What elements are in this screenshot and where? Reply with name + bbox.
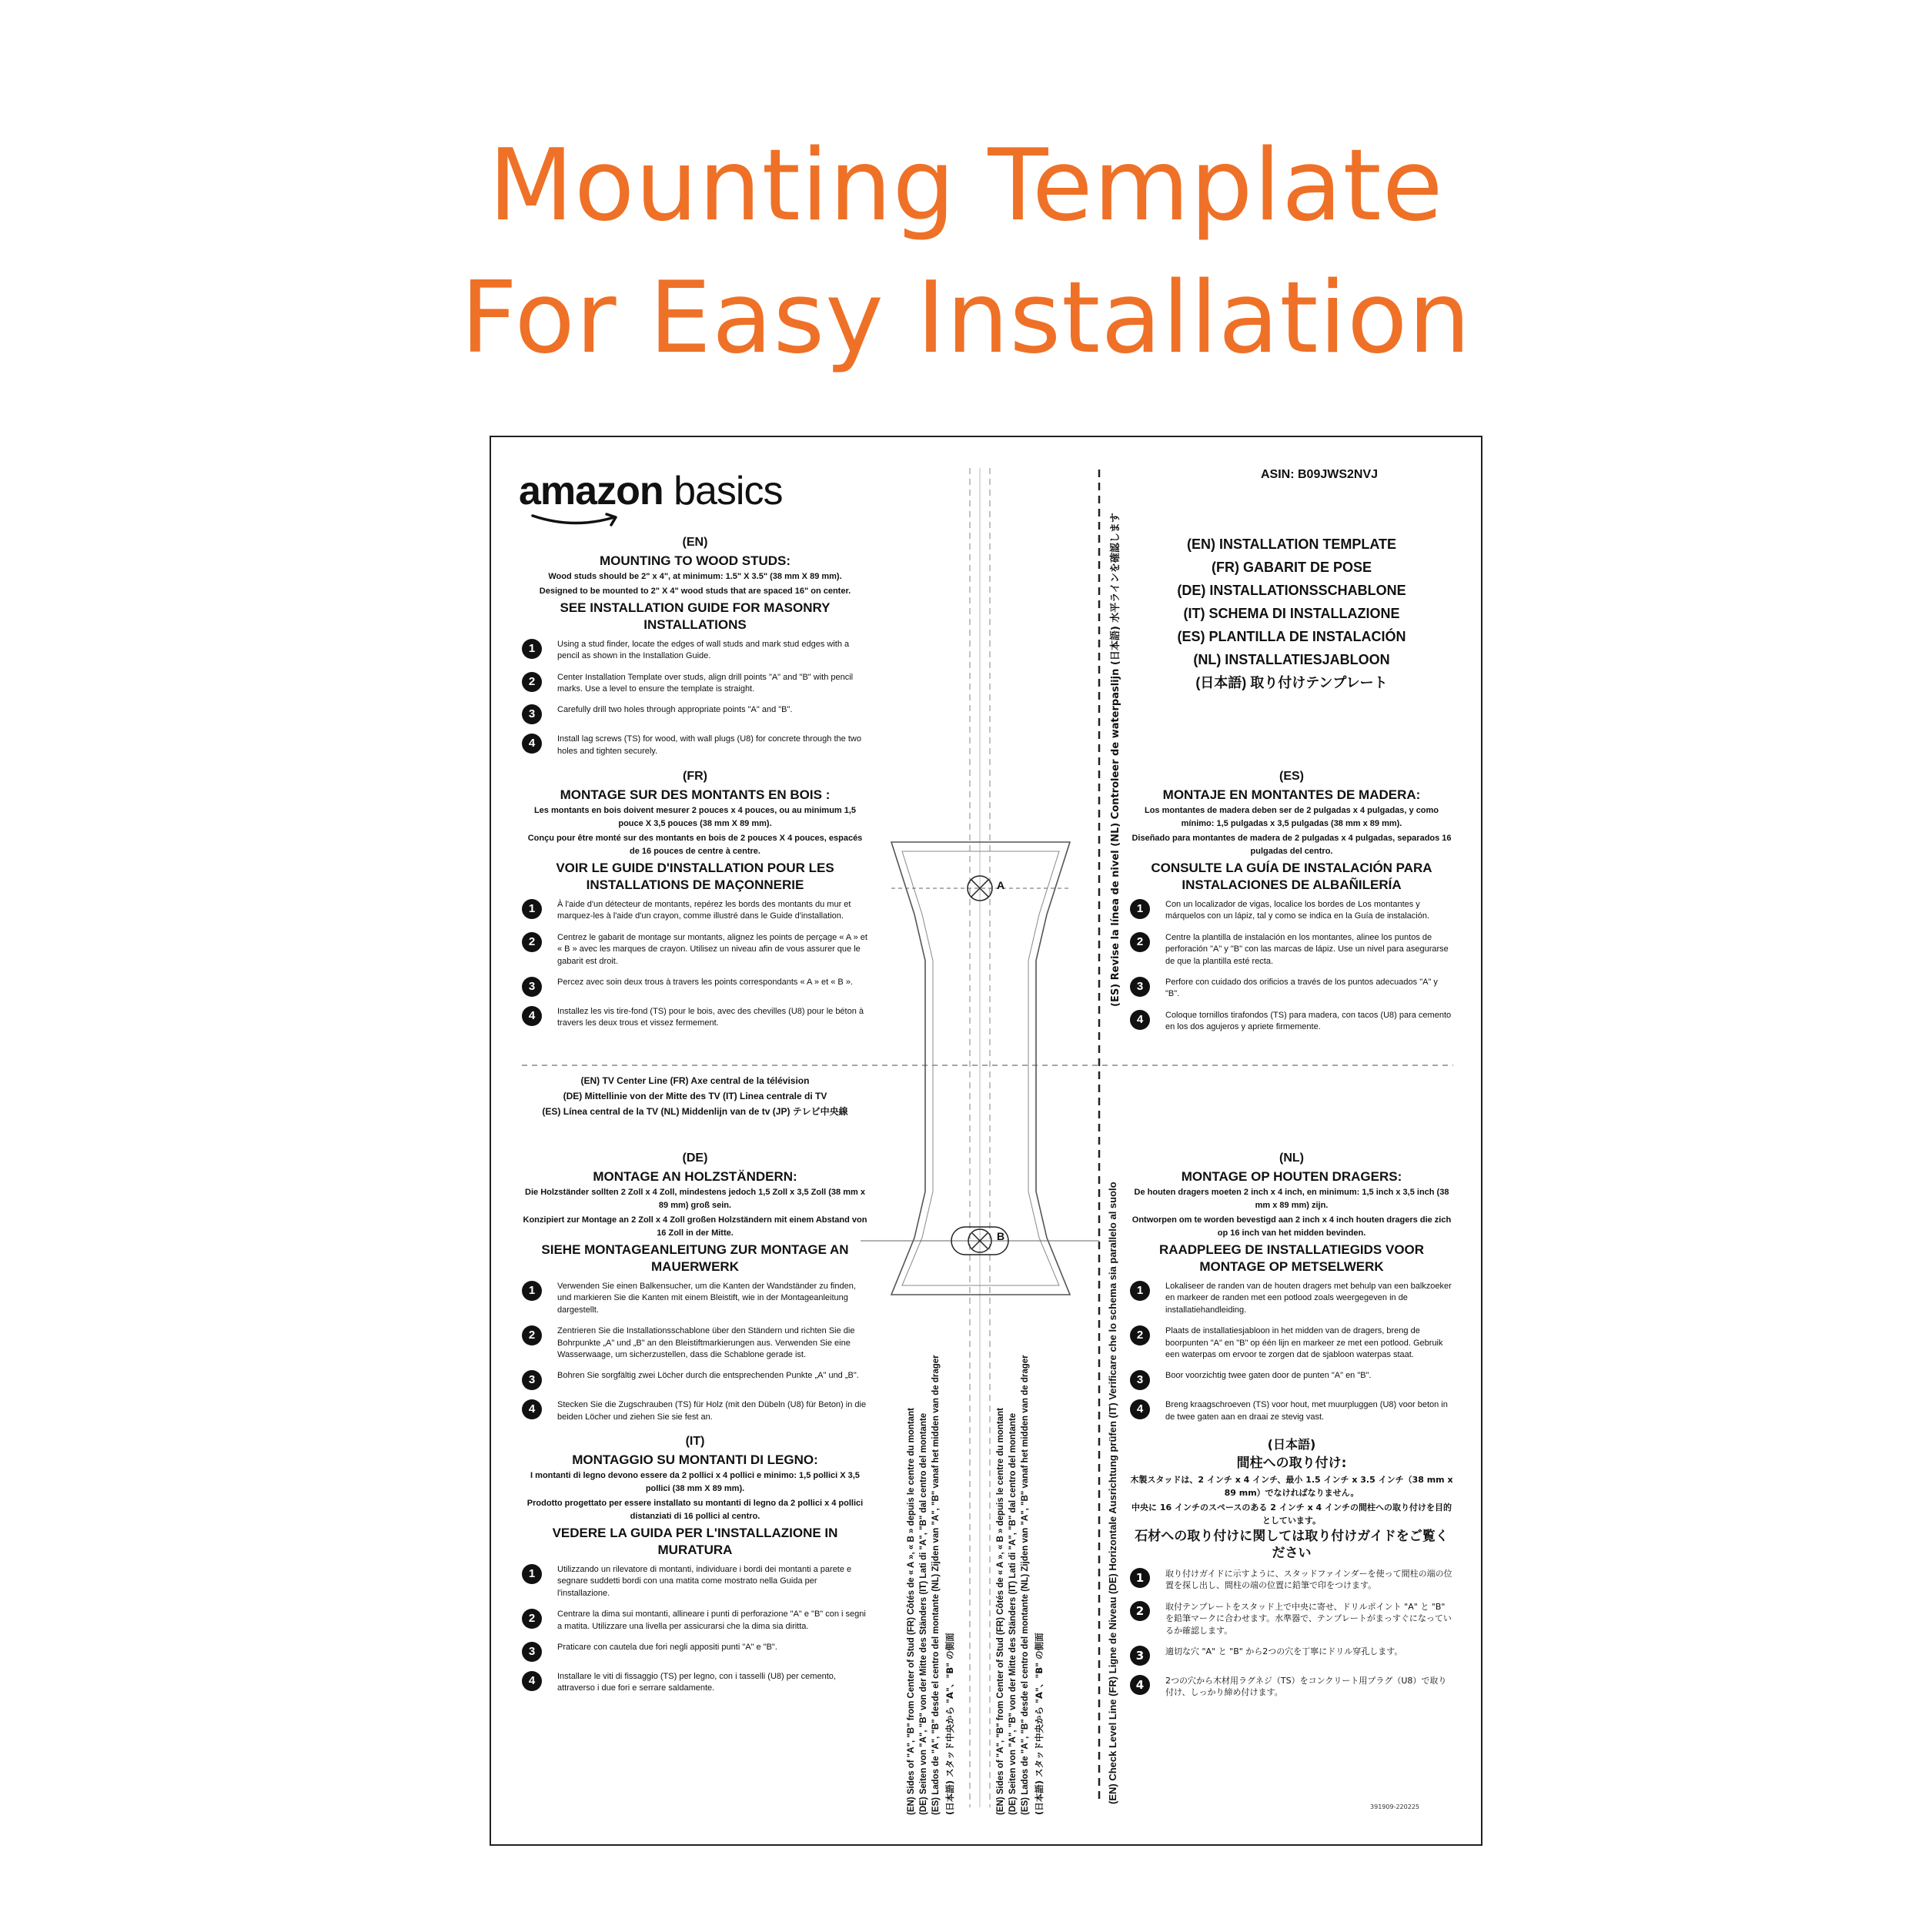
step-number-icon: 4	[1130, 1399, 1150, 1419]
section-body: Designed to be mounted to 2" X 4" wood studs that are spaced 16" on center.	[539, 587, 851, 597]
step-number-icon: 4	[1130, 1010, 1150, 1030]
section-lang: (NL)	[1279, 1152, 1304, 1165]
stud-side-caption: (EN) Sides of "A", "B" from Center of Stud (FR) Côtés de « A », « B » depuis le centre du montant	[907, 1408, 916, 1815]
tv-center-caption-line: (EN) TV Center Line (FR) Axe central de la télévision	[580, 1075, 810, 1086]
step: 3 Perfore con cuidado dos orificios a través de los puntos adecuados "A" y "B".	[1130, 977, 1453, 1001]
section-de	[522, 1148, 868, 1432]
section-jp	[1130, 1432, 1453, 1708]
step: 1 Lokaliseer de randen van de houten dragers met behulp van een balkzoeker en markeer de randen met een potlood zoals weergegeven in de installatiehandleiding.	[1130, 1281, 1453, 1316]
step: 3 Bohren Sie sorgfältig zwei Löcher durch die entsprechenden Punkte „A" und „B".	[522, 1370, 868, 1390]
section-body: Wood studs should be 2" x 4", at minimum: 1.5" X 3.5" (38 mm X 89 mm).	[548, 572, 842, 582]
step-number-icon: 3	[1130, 1646, 1150, 1666]
stud-side-caption: (日本語) スタッド中央から "A"、"B" の側面	[1034, 1633, 1045, 1815]
step-number-icon: 2	[522, 1325, 542, 1345]
section-body: I montanti di legno devono essere da 2 pollici x 4 pollici e minimo: 1,5 pollici X 3,5 pollici (38 mm X 89 mm).	[530, 1471, 860, 1494]
step: 2 Centre la plantilla de instalación en los montantes, alinee los puntos de perforación "A" y "B" con las marcas de lápiz. Use un nivel para asegurarse de que la plantilla esté recta.	[1130, 932, 1453, 968]
section-body: Die Holzständer sollten 2 Zoll x 4 Zoll, mindestens jedoch 1,5 Zoll x 3,5 Zoll (38 mm x 89 mm) groß sein.	[525, 1188, 865, 1211]
step: 3 Boor voorzichtig twee gaten door de punten "A" en "B".	[1130, 1370, 1453, 1390]
amazon-smile-icon	[531, 513, 623, 530]
step-number-icon: 4	[1130, 1675, 1150, 1695]
document-code: 391909-220225	[1370, 1803, 1419, 1810]
amazon-basics-logo	[519, 468, 782, 514]
step: 2 取付テンプレートをスタッド上で中央に寄せ、ドリルポイント "A" と "B" を鉛筆マークに合わせます。水準器で、テンプレートがまっすぐになっているか確認します。	[1130, 1601, 1453, 1636]
step-number-icon: 3	[522, 1642, 542, 1662]
section-heading-masonry: SIEHE MONTAGEANLEITUNG ZUR MONTAGE AN MAUERWERK	[541, 1242, 849, 1274]
step: 1 Utilizzando un rilevatore di montanti, individuare i bordi dei montanti a parete e segnare suddetti bordi con una matita come mostrato nella Guida per l'installazione.	[522, 1564, 868, 1599]
headline-line-2: For Easy Installation	[460, 261, 1472, 376]
step-number-icon: 2	[1130, 932, 1150, 952]
stud-side-caption: (DE) Seiten von "A", "B" von der Mitte des Ständers (IT) Lati di "A", "B" dal centro del montante	[1008, 1412, 1018, 1815]
section-body: Les montants en bois doivent mesurer 2 pouces x 4 pouces, ou au minimum 1,5 pouce X 3,5 pouces (38 mm X 89 mm).	[533, 806, 857, 829]
section-heading: MONTAGGIO SU MONTANTI DI LEGNO:	[572, 1452, 818, 1467]
section-es	[1130, 767, 1453, 1042]
step: 4 Coloque tornillos tirafondos (TS) para madera, con tacos (U8) para cemento en los dos agujeros y apriete firmemente.	[1130, 1010, 1453, 1034]
section-body: Prodotto progettato per essere installato su montanti di legno da 2 pollici x 4 pollici distanziati di 16 pollici al centro.	[526, 1499, 864, 1522]
section-body: 中央に 16 インチのスペースのある 2 インチ x 4 インチの間柱への取り付けを目的としています。	[1131, 1502, 1452, 1526]
stud-side-caption: (EN) Sides of "A", "B" from Center of Stud (FR) Côtés de « A », « B » depuis le centre du montant	[996, 1408, 1005, 1815]
section-heading: MONTAGE SUR DES MONTANTS EN BOIS :	[560, 787, 831, 802]
logo-word-basics: basics	[674, 469, 783, 513]
step-number-icon: 1	[522, 1281, 542, 1301]
section-heading-masonry: SEE INSTALLATION GUIDE FOR MASONRY INSTALLATIONS	[560, 600, 831, 632]
step-number-icon: 2	[522, 672, 542, 692]
step: 3 Praticare con cautela due fori negli appositi punti "A" e "B".	[522, 1642, 868, 1662]
step-number-icon: 2	[1130, 1601, 1150, 1621]
title-en: (EN) INSTALLATION TEMPLATE	[1187, 536, 1396, 552]
step: 2 Zentrieren Sie die Installationsschablone über den Ständern und richten Sie die Bohrpunkte „A" und „B" an den Bleistiftmarkierungen aus. Verwenden Sie eine Wasserwaage, um sicherzustellen, dass die Schablone gerade ist.	[522, 1325, 868, 1361]
headline-line-1: Mounting Template	[488, 129, 1444, 243]
title-it: (IT) SCHEMA DI INSTALLAZIONE	[1183, 606, 1400, 621]
level-line-caption: (ES) Revise la línea de nivel (NL) Controleer de waterpaslijn (日本語) 水平ラインを確認します	[1110, 513, 1121, 1007]
tv-center-caption-line: (DE) Mittellinie von der Mitte des TV (IT) Linea centrale di TV	[563, 1091, 827, 1101]
section-heading: 間柱への取り付け:	[1236, 1456, 1347, 1471]
step: 2 Center Installation Template over studs, align drill points "A" and "B" with pencil marks. Use a level to ensure the template is straight.	[522, 672, 868, 696]
step: 1 Verwenden Sie einen Balkensucher, um die Kanten der Wandständer zu finden, und markieren Sie die Kanten mit einem Bleistift, wie in der Montageanleitung dargestellt.	[522, 1281, 868, 1316]
step-number-icon: 1	[1130, 899, 1150, 919]
section-nl	[1130, 1148, 1453, 1432]
step: 4 Stecken Sie die Zugschrauben (TS) für Holz (mit den Dübeln (U8) für Beton) in die beiden Löcher und ziehen Sie sie fest an.	[522, 1399, 868, 1423]
step: 4 2つの穴から木材用ラグネジ（TS）をコンクリート用プラグ（U8）で取り付け、しっかり締め付けます。	[1130, 1675, 1453, 1699]
section-heading-masonry: CONSULTE LA GUÍA DE INSTALACIÓN PARA INSTALACIONES DE ALBAÑILERÍA	[1151, 861, 1432, 892]
title-de: (DE) INSTALLATIONSSCHABLONE	[1177, 583, 1406, 598]
level-line-caption: (EN) Check Level Line (FR) Ligne de Niveau (DE) Horizontale Ausrichtung prüfen (IT) Verificare che lo schema sia parallelo al suolo	[1107, 1182, 1118, 1804]
point-b-label: B	[997, 1230, 1005, 1242]
section-heading-masonry: 石材への取り付けに関しては取り付けガイドをご覧ください	[1135, 1529, 1449, 1561]
section-heading-masonry: RAADPLEEG DE INSTALLATIEGIDS VOOR MONTAGE OP METSELWERK	[1158, 1242, 1425, 1274]
step-number-icon: 3	[522, 977, 542, 997]
logo-word-amazon: amazon	[519, 469, 663, 513]
template-title-list	[1138, 533, 1446, 694]
section-heading-masonry: VEDERE LA GUIDA PER L'INSTALLAZIONE IN MURATURA	[552, 1526, 838, 1557]
section-it	[522, 1432, 868, 1704]
step-number-icon: 4	[522, 1671, 542, 1691]
step: 1 取り付けガイドに示すように、スタッドファインダーを使って間柱の端の位置を探し出し、間柱の端の位置に鉛筆で印をつけます。	[1130, 1568, 1453, 1592]
step: 3 Carefully drill two holes through appropriate points "A" and "B".	[522, 704, 868, 724]
asin-label: ASIN: B09JWS2NVJ	[1261, 468, 1379, 481]
step: 4 Installez les vis tire-fond (TS) pour le bois, avec des chevilles (U8) pour le béton à travers les deux trous et vissez fermement.	[522, 1006, 868, 1030]
section-lang: (日本語)	[1267, 1437, 1316, 1452]
section-body: Diseñado para montantes de madera de 2 pulgadas x 4 pulgadas, separados 16 pulgadas del centro.	[1131, 834, 1452, 857]
step: 1 Con un localizador de vigas, localice los bordes de Los montantes y márquelos con un lápiz, tal y como se indica en la Guía de instalación.	[1130, 899, 1453, 923]
step-number-icon: 4	[522, 1006, 542, 1026]
step: 4 Install lag screws (TS) for wood, with wall plugs (U8) for concrete through the two holes and tighten securely.	[522, 734, 868, 757]
step-number-icon: 2	[522, 932, 542, 952]
step-number-icon: 3	[522, 704, 542, 724]
step: 1 Using a stud finder, locate the edges of wall studs and mark stud edges with a pencil as shown in the Installation Guide.	[522, 639, 868, 663]
tv-center-caption	[522, 1073, 868, 1119]
section-heading: MONTAGE AN HOLZSTÄNDERN:	[593, 1169, 797, 1184]
section-heading: MONTAGE OP HOUTEN DRAGERS:	[1181, 1169, 1402, 1184]
step-number-icon: 1	[522, 639, 542, 659]
section-body: Ontworpen om te worden bevestigd aan 2 inch x 4 inch houten dragers die zich op 16 inch van het midden bevinden.	[1131, 1215, 1452, 1238]
section-en	[522, 533, 868, 767]
section-body: Conçu pour être monté sur des montants en bois de 2 pouces X 4 pouces, espacés de 16 pouces de centre à centre.	[527, 834, 863, 857]
step: 2 Plaats de installatiesjabloon in het midden van de dragers, breng de boorpunten "A" en "B" op één lijn en markeer ze met een potlood. Gebruik een waterpas om ervoor te zorgen dat de sjabloon waterpas staat.	[1130, 1325, 1453, 1361]
section-heading-masonry: VOIR LE GUIDE D'INSTALLATION POUR LES INSTALLATIONS DE MAÇONNERIE	[556, 861, 834, 892]
section-fr	[522, 767, 868, 1039]
stud-side-caption: (ES) Lados de "A", "B" desde el centro del montante (NL) Zijden van "A", "B" vanaf het midden van de drager	[931, 1355, 941, 1815]
step: 2 Centrare la dima sui montanti, allineare i punti di perforazione "A" e "B" con i segni a matita. Utilizzare una livella per assicurarsi che la dima sia diritta.	[522, 1609, 868, 1633]
section-lang: (IT)	[685, 1435, 705, 1448]
tv-center-caption-line: (ES) Línea central de la TV (NL) Middenlijn van de tv (JP) テレビ中央線	[542, 1106, 848, 1117]
step-number-icon: 2	[522, 1609, 542, 1629]
step-number-icon: 4	[522, 1399, 542, 1419]
step-number-icon: 3	[1130, 1370, 1150, 1390]
step: 4 Breng kraagschroeven (TS) voor hout, met muurpluggen (U8) voor beton in de twee gaten aan en draai ze stevig vast.	[1130, 1399, 1453, 1423]
step-number-icon: 4	[522, 734, 542, 754]
step: 2 Centrez le gabarit de montage sur montants, alignez les points de perçage « A » et « B » avec les marques de crayon. Utilisez un niveau afin de vous assurer que le gabarit est droit.	[522, 932, 868, 968]
section-body: Los montantes de madera deben ser de 2 pulgadas x 4 pulgadas, y como mínimo: 1,5 pulgadas x 3,5 pulgadas (38 mm x 89 mm).	[1144, 806, 1439, 829]
step: 3 Percez avec soin deux trous à travers les points correspondants « A » et « B ».	[522, 977, 868, 997]
section-body: De houten dragers moeten 2 inch x 4 inch, en minimum: 1,5 inch x 3,5 inch (38 mm x 89 mm) zijn.	[1134, 1188, 1449, 1211]
section-heading: MOUNTING TO WOOD STUDS:	[599, 553, 791, 568]
step: 4 Installare le viti di fissaggio (TS) per legno, con i tasselli (U8) per cemento, attraverso i due fori e serrare saldamente.	[522, 1671, 868, 1695]
point-a-label: A	[997, 879, 1005, 891]
section-lang: (ES)	[1279, 770, 1304, 783]
step-number-icon: 1	[1130, 1568, 1150, 1588]
step-number-icon: 1	[522, 1564, 542, 1584]
template-sheet	[490, 436, 1482, 1846]
step-number-icon: 2	[1130, 1325, 1150, 1345]
step-number-icon: 3	[522, 1370, 542, 1390]
step-number-icon: 1	[1130, 1281, 1150, 1301]
stud-side-caption: (日本語) スタッド中央から "A"、"B" の側面	[944, 1633, 955, 1815]
step: 1 À l'aide d'un détecteur de montants, repérez les bords des montants du mur et marquez-les à l'aide d'un crayon, comme illustré dans le Guide d'installation.	[522, 899, 868, 923]
title-fr: (FR) GABARIT DE POSE	[1211, 560, 1372, 575]
section-lang: (DE)	[682, 1152, 708, 1165]
title-jp: (日本語) 取り付けテンプレート	[1195, 675, 1388, 690]
section-lang: (FR)	[683, 770, 707, 783]
title-es: (ES) PLANTILLA DE INSTALACIÓN	[1177, 629, 1406, 644]
step: 3 適切な穴 "A" と "B" から2つの穴を丁寧にドリル穿孔します。	[1130, 1646, 1453, 1666]
section-lang: (EN)	[682, 536, 708, 549]
step-number-icon: 3	[1130, 977, 1150, 997]
section-body: 木製スタッドは、2 インチ x 4 インチ、最小 1.5 インチ x 3.5 インチ（38 mm x 89 mm）でなければなりません。	[1130, 1475, 1453, 1499]
title-nl: (NL) INSTALLATIESJABLOON	[1193, 652, 1390, 667]
stud-side-caption: (DE) Seiten von "A", "B" von der Mitte des Ständers (IT) Lati di "A", "B" dal centro del montante	[919, 1412, 928, 1815]
step-number-icon: 1	[522, 899, 542, 919]
section-body: Konzipiert zur Montage an 2 Zoll x 4 Zoll großen Holzständern mit einem Abstand von 16 Zoll in der Mitte.	[523, 1215, 867, 1238]
stud-side-caption: (ES) Lados de "A", "B" desde el centro del montante (NL) Zijden van "A", "B" vanaf het midden van de drager	[1021, 1355, 1030, 1815]
section-heading: MONTAJE EN MONTANTES DE MADERA:	[1162, 787, 1421, 802]
